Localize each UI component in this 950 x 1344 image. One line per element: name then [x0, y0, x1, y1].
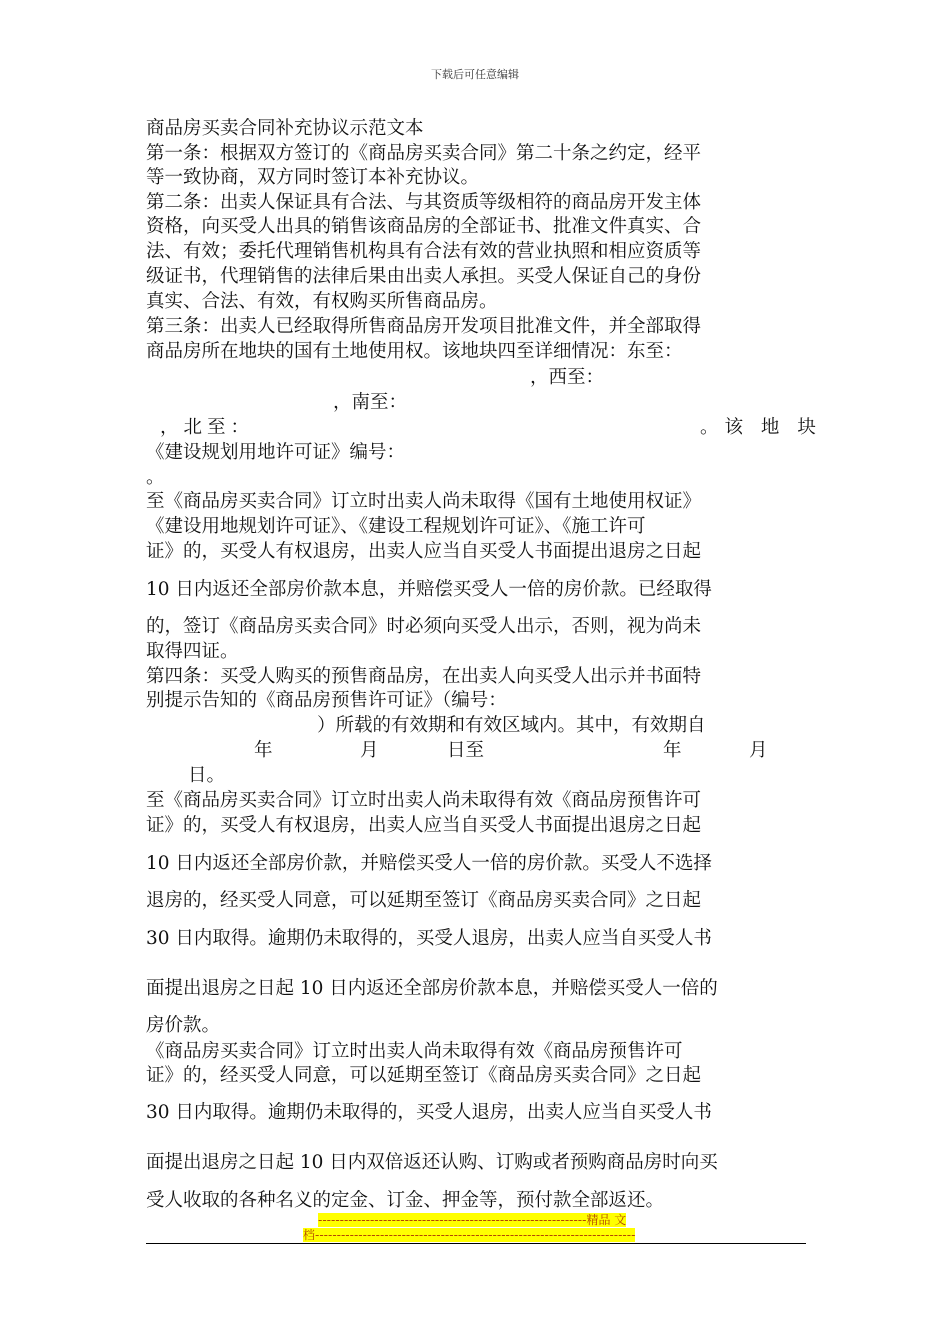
article-4-note-line-5: 受人收取的各种名义的定金、订金、押金等，预付款全部返还。: [146, 1190, 665, 1211]
footer-note-line-2: 档--------------------------------------------------------------------------: [303, 1228, 636, 1242]
article-4-month-1: 月: [360, 740, 379, 761]
article-3-south: ，南至：: [333, 392, 408, 413]
article-4-note-line-2: 证》的，经买受人同意，可以延期至签订《商品房买卖合同》之日起: [146, 1065, 702, 1086]
article-3-para-line-5: 的，签订《商品房买卖合同》时必须向买受人出示，否则，视为尚未: [146, 616, 702, 637]
article-3-north: ，北至：: [160, 417, 255, 438]
document-title: 商品房买卖合同补充协议示范文本: [146, 118, 424, 139]
article-2-line-4: 级证书，代理销售的法律后果由出卖人承担。买受人保证自己的身份: [146, 266, 702, 287]
article-4-para-line-2: 证》的，买受人有权退房，出卖人应当自买受人书面提出退房之日起: [146, 815, 702, 836]
article-4-para-line-5: 30 日内取得。逾期仍未取得的，买受人退房，出卖人应当自买受人书: [146, 928, 712, 949]
article-3-line-2: 商品房所在地块的国有土地使用权。该地块四至详细情况：东至：: [146, 341, 683, 362]
article-4-note-line-3: 30 日内取得。逾期仍未取得的，买受人退房，出卖人应当自买受人书: [146, 1102, 712, 1123]
article-4-line-2: 别提示告知的《商品房预售许可证》（编号：: [146, 690, 507, 711]
article-3-permit: 《建设规划用地许可证》编号：: [146, 442, 406, 463]
article-4-year-1: 年: [254, 740, 273, 761]
article-4-line-3: ）所载的有效期和有效区域内。其中，有效期自: [317, 715, 706, 736]
article-2-line-2: 资格，向买受人出具的销售该商品房的全部证书、批准文件真实、合: [146, 216, 702, 237]
article-3-end: 。: [146, 467, 165, 488]
article-4-day-to: 日至: [447, 740, 485, 761]
footer-note-line-1: --------------------------------------------------------------精品 文: [318, 1213, 627, 1227]
article-2-line-3: 法、有效；委托代理销售机构具有合法有效的营业执照和相应资质等: [146, 241, 702, 262]
article-4-para-line-3: 10 日内返还全部房价款，并赔偿买受人一倍的房价款。买受人不选择: [146, 853, 712, 874]
article-4-year-2: 年: [663, 740, 682, 761]
footer-rule: [146, 1243, 806, 1244]
article-4-day-end: 日。: [188, 765, 226, 786]
article-1-line-2: 等一致协商，双方同时签订本补充协议。: [146, 167, 480, 188]
article-4-line-1: 第四条：买受人购买的预售商品房，在出卖人向买受人出示并书面特: [146, 666, 702, 687]
article-3-para-line-3: 证》的，买受人有权退房，出卖人应当自买受人书面提出退房之日起: [146, 541, 702, 562]
article-2-line-5: 真实、合法、有效，有权购买所售商品房。: [146, 291, 498, 312]
article-4-para-line-1: 至《商品房买卖合同》订立时出卖人尚未取得有效《商品房预售许可: [146, 790, 702, 811]
article-3-plot: 。该 地 块: [700, 417, 822, 438]
article-3-west: ，西至：: [530, 367, 605, 388]
article-2-line-1: 第二条：出卖人保证具有合法、与其资质等级相符的商品房开发主体: [146, 192, 702, 213]
article-4-note-line-4: 面提出退房之日起 10 日内双倍返还认购、订购或者预购商品房时向买: [146, 1152, 718, 1173]
article-1-line-1: 第一条：根据双方签订的《商品房买卖合同》第二十条之约定，经平: [146, 143, 702, 164]
article-3-para-line-1: 至《商品房买卖合同》订立时出卖人尚未取得《国有土地使用权证》: [146, 491, 702, 512]
article-4-para-line-7: 房价款。: [146, 1015, 221, 1036]
article-3-para-line-2: 《建设用地规划许可证》、《建设工程规划许可证》、《施工许可: [146, 516, 646, 537]
article-3-line-1: 第三条：出卖人已经取得所售商品房开发项目批准文件，并全部取得: [146, 316, 702, 337]
page-header: 下载后可任意编辑: [431, 68, 519, 81]
article-4-para-line-6: 面提出退房之日起 10 日内返还全部房价款本息，并赔偿买受人一倍的: [146, 978, 718, 999]
article-4-note-line-1: 《商品房买卖合同》订立时出卖人尚未取得有效《商品房预售许可: [146, 1041, 683, 1062]
article-3-para-line-4: 10 日内返还全部房价款本息，并赔偿买受人一倍的房价款。已经取得: [146, 579, 712, 600]
article-3-para-line-6: 取得四证。: [146, 641, 239, 662]
article-4-para-line-4: 退房的，经买受人同意，可以延期至签订《商品房买卖合同》之日起: [146, 890, 702, 911]
article-4-month-2: 月: [749, 740, 768, 761]
